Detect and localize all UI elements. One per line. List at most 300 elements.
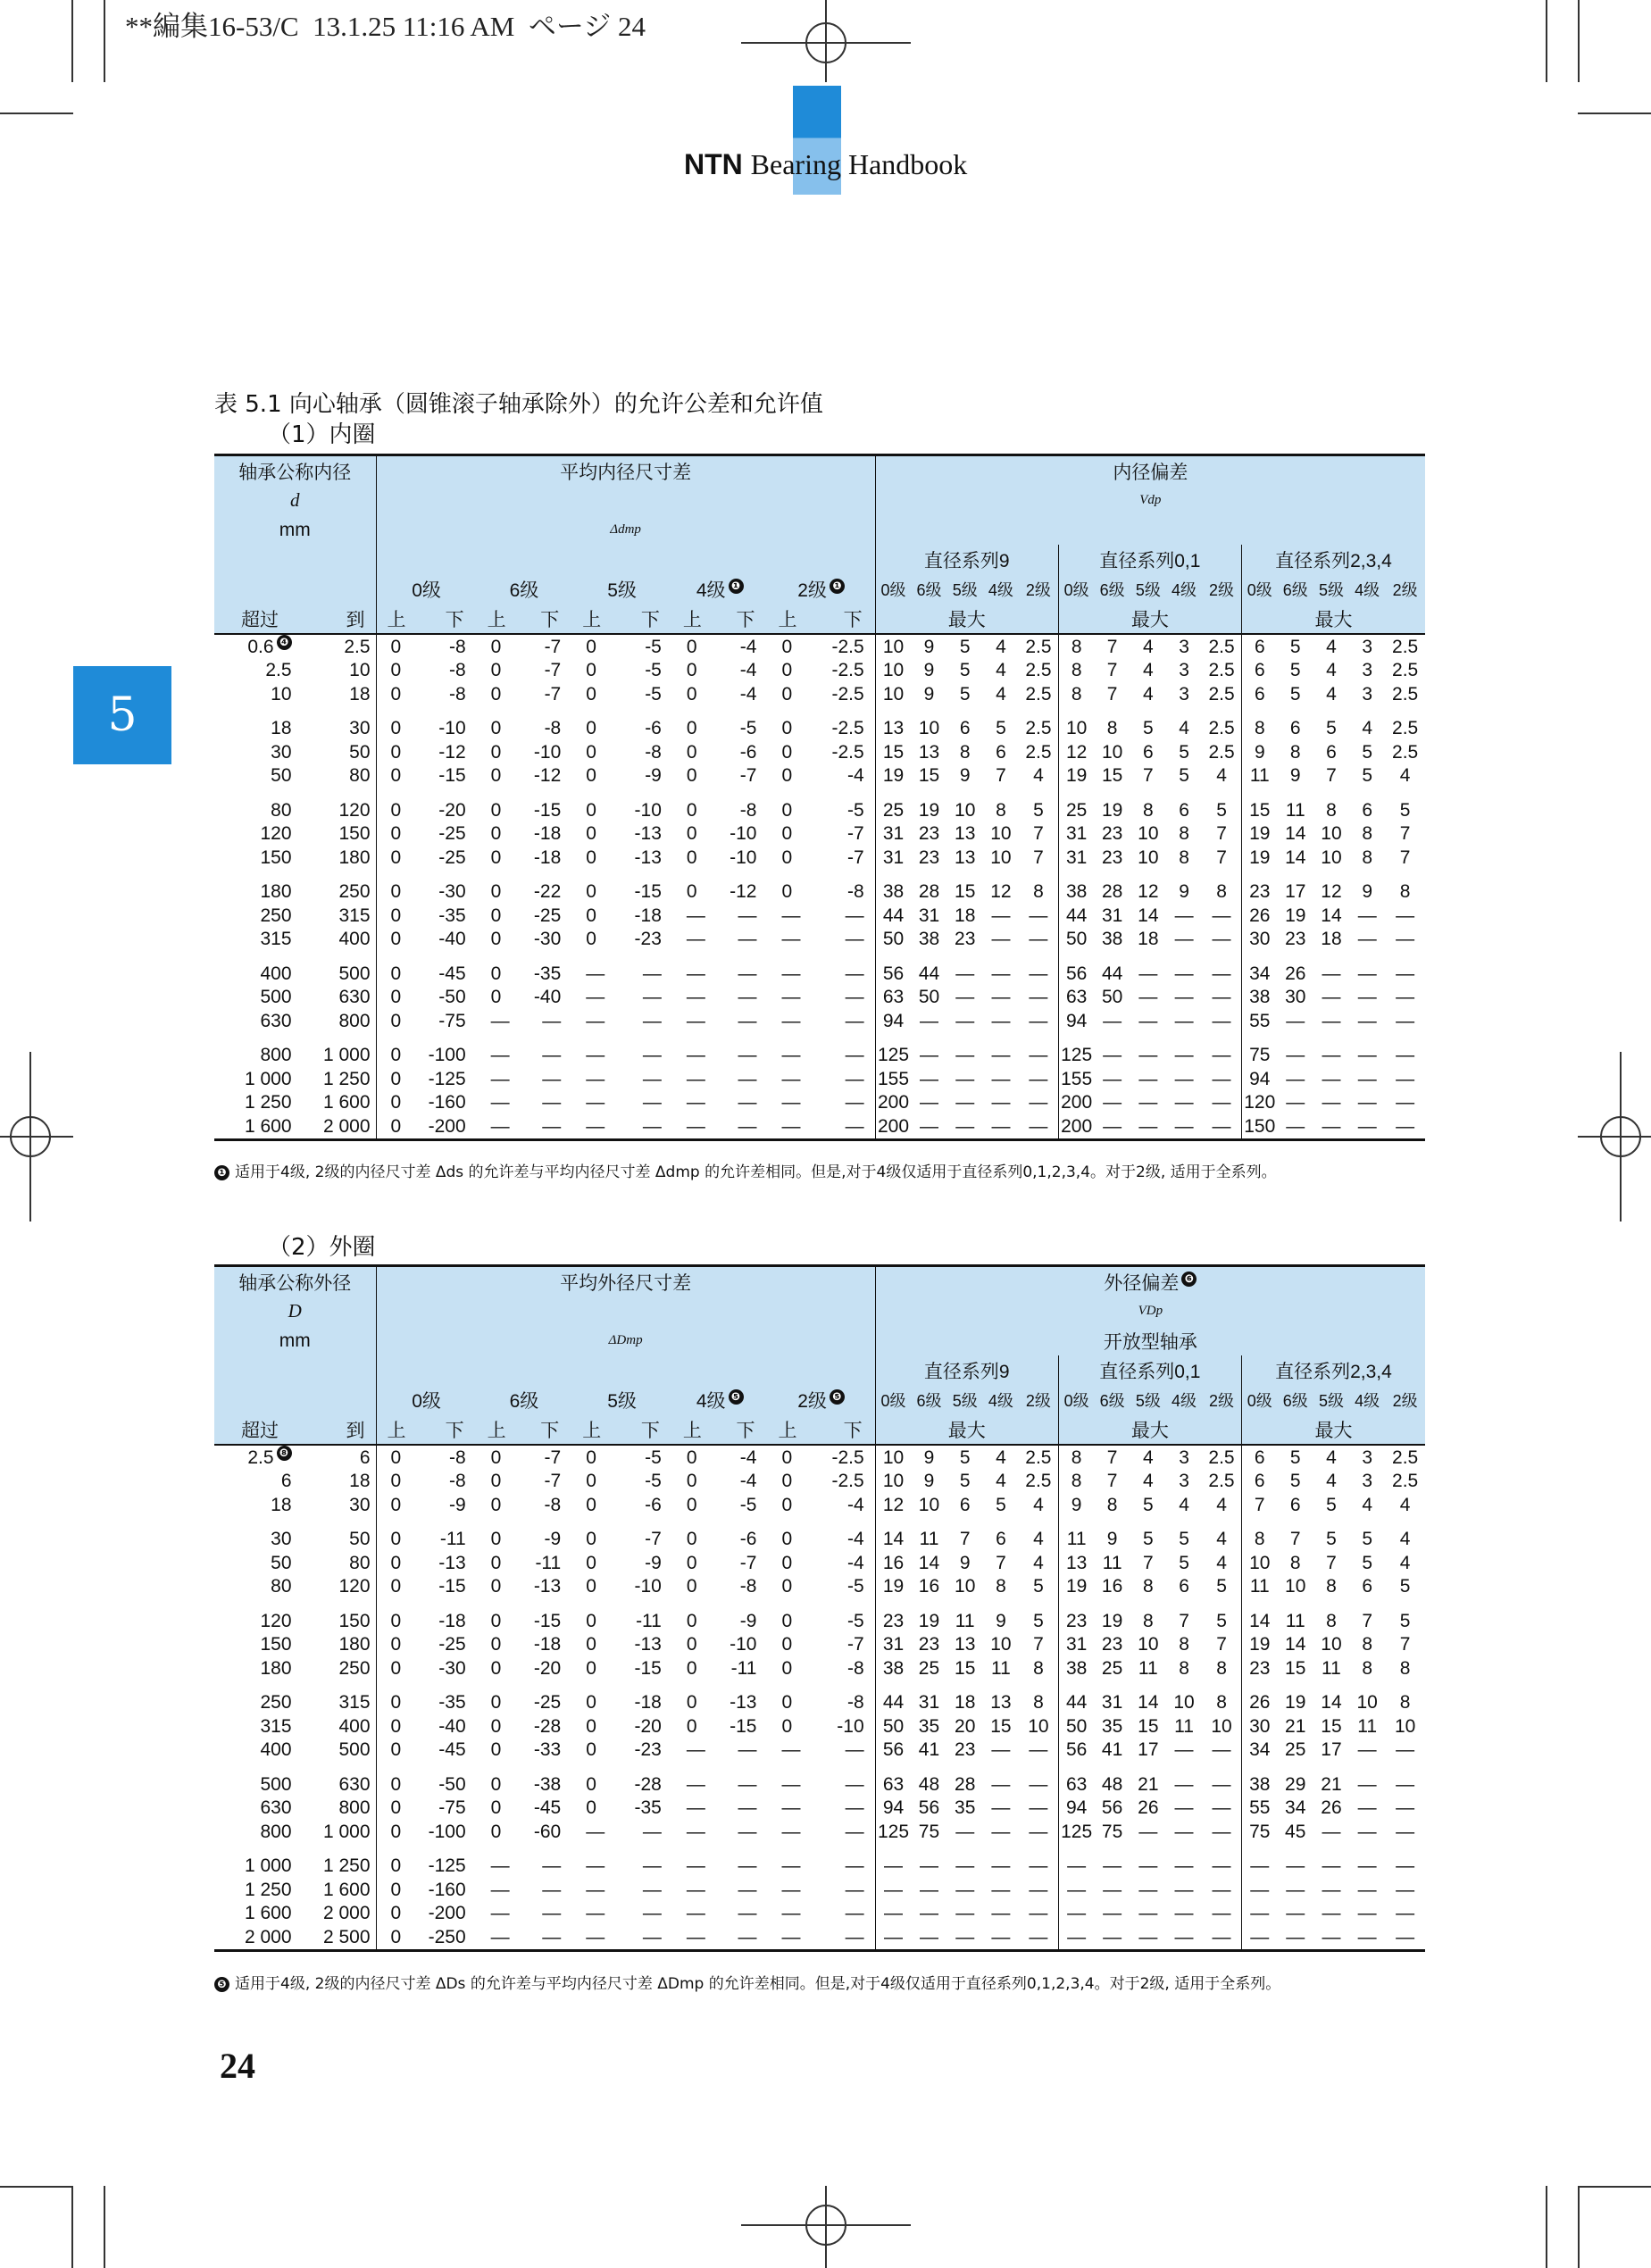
table-cell: — bbox=[642, 987, 662, 1008]
table-cell: 15 bbox=[875, 741, 911, 765]
table-cell: 8 bbox=[1058, 683, 1094, 707]
table-cell: — bbox=[1029, 1879, 1048, 1900]
table-cell: 94 bbox=[1058, 1010, 1094, 1034]
table-cell: -28 bbox=[634, 1773, 662, 1795]
table-cell: — bbox=[1396, 1797, 1415, 1819]
table-cell: — bbox=[586, 1045, 605, 1066]
table-cell: — bbox=[1396, 1739, 1415, 1761]
table-row bbox=[214, 928, 1425, 952]
table-row bbox=[214, 1691, 1425, 1715]
table-cell: 14 bbox=[1285, 1634, 1306, 1655]
table-cell: — bbox=[1385, 1926, 1425, 1951]
over-value: 500 bbox=[260, 1773, 292, 1795]
crop-mark bbox=[1546, 2186, 1547, 2268]
table-cell: 30 bbox=[1241, 928, 1277, 952]
table-cell: 7 bbox=[1106, 1447, 1118, 1468]
table-cell: 0 bbox=[781, 765, 793, 787]
table-cell: — bbox=[738, 1068, 757, 1089]
incl-value: 150 bbox=[297, 822, 377, 846]
print-header: **編集16-53/C 13.1.25 11:16 AM ページ 24 bbox=[125, 11, 646, 42]
table-cell: 0 bbox=[490, 1610, 502, 1631]
table-cell: -8 bbox=[846, 881, 864, 903]
table-cell: — bbox=[875, 1879, 911, 1903]
variation-grade-label: 2级 bbox=[1019, 1385, 1058, 1414]
nominal-unit: mm bbox=[214, 1326, 376, 1355]
table-cell: 8 bbox=[1399, 1657, 1411, 1679]
table-cell: — bbox=[991, 987, 1011, 1008]
table-cell: 0 bbox=[686, 1657, 697, 1679]
table-cell: 11 bbox=[1174, 1715, 1194, 1737]
crop-mark bbox=[0, 2186, 73, 2188]
table-cell: -11 bbox=[535, 1552, 562, 1573]
table-cell: — bbox=[781, 1773, 801, 1795]
table-cell: — bbox=[875, 1902, 911, 1926]
table-cell: -75 bbox=[438, 1797, 466, 1819]
table-cell: 0 bbox=[490, 823, 502, 845]
table-cell: 8 bbox=[1241, 1528, 1277, 1552]
table-cell: -13 bbox=[634, 1634, 662, 1655]
table-cell: -2.5 bbox=[831, 683, 864, 705]
table-cell: — bbox=[1322, 1010, 1341, 1031]
inner-ring-table bbox=[214, 454, 1425, 1141]
table-cell: -40 bbox=[438, 929, 466, 950]
table-cell: — bbox=[955, 987, 975, 1008]
incl-label: 到 bbox=[297, 1414, 377, 1445]
over-value: 315 bbox=[260, 929, 292, 950]
grade-label: 2级 bbox=[797, 1390, 827, 1412]
table-cell: 9 bbox=[923, 660, 935, 681]
table-cell: 0 bbox=[390, 846, 402, 868]
table-cell: — bbox=[542, 1855, 562, 1877]
incl-value: 30 bbox=[297, 717, 377, 741]
table-cell: 13 bbox=[918, 741, 940, 763]
table-cell: 0 bbox=[390, 1092, 402, 1113]
table-cell: — bbox=[1103, 1879, 1122, 1900]
over-value: 1 250 bbox=[244, 1092, 292, 1113]
footnote-mark: ❺ bbox=[214, 1977, 229, 1992]
table-cell: 6 bbox=[1289, 1494, 1301, 1515]
table-cell: 0 bbox=[781, 1657, 793, 1679]
table-cell: — bbox=[955, 1092, 975, 1113]
table-cell: -40 bbox=[438, 1715, 466, 1737]
incl-value: 1 000 bbox=[297, 1821, 377, 1845]
over-value-cell bbox=[214, 634, 297, 659]
table-cell: 2.5 bbox=[1025, 636, 1052, 657]
table-cell: 9 bbox=[996, 1610, 1006, 1631]
table-cell: 8 bbox=[1058, 659, 1094, 683]
grade-header bbox=[571, 1385, 672, 1414]
table-cell: -30 bbox=[533, 929, 562, 950]
incl-value: 2 000 bbox=[297, 1902, 377, 1926]
grade-label: 5级 bbox=[607, 1390, 637, 1412]
table-row bbox=[214, 1068, 1425, 1092]
table-cell: -4 bbox=[739, 1447, 757, 1468]
table-cell: 5 bbox=[1216, 799, 1227, 821]
table-cell: 0 bbox=[781, 636, 793, 657]
table-cell: — bbox=[1029, 1739, 1048, 1761]
table-cell: — bbox=[845, 963, 864, 984]
table-cell: — bbox=[1212, 1773, 1231, 1795]
table-cell: 5 bbox=[1289, 683, 1301, 705]
table-cell: 15 bbox=[1321, 1715, 1342, 1737]
table-cell: 0 bbox=[390, 683, 402, 705]
table-cell: 9 bbox=[1289, 765, 1301, 787]
table-cell: 10 bbox=[990, 846, 1012, 868]
table-cell: 21 bbox=[1285, 1715, 1306, 1737]
table-cell: 4 bbox=[1143, 660, 1154, 681]
table-cell: 9 bbox=[1362, 881, 1373, 903]
over-value: 250 bbox=[260, 1692, 292, 1714]
lower-label: 下 bbox=[622, 1414, 672, 1445]
table-cell: 2.5 bbox=[1208, 1447, 1235, 1468]
table-cell: 44 bbox=[875, 905, 911, 929]
table-cell: -23 bbox=[634, 929, 662, 950]
table-cell: 4 bbox=[1326, 636, 1337, 657]
incl-value: 630 bbox=[297, 1773, 377, 1797]
incl-value: 30 bbox=[297, 1494, 377, 1518]
table-cell: — bbox=[1174, 1855, 1194, 1877]
incl-value: 315 bbox=[297, 905, 377, 929]
table-cell: 23 bbox=[875, 1610, 911, 1634]
table-cell: 7 bbox=[1179, 1610, 1189, 1631]
table-cell: 7 bbox=[1033, 846, 1044, 868]
table-cell: 0 bbox=[586, 683, 596, 705]
table-cell: 0 bbox=[390, 823, 402, 845]
grade-label: 6级 bbox=[509, 1390, 539, 1412]
table-cell: — bbox=[1322, 1855, 1341, 1877]
table-cell: 10 bbox=[1138, 1634, 1159, 1655]
table-cell: -45 bbox=[438, 963, 466, 984]
table-cell: 8 bbox=[996, 1576, 1006, 1597]
lower-label: 下 bbox=[426, 1414, 476, 1445]
table-cell: -15 bbox=[533, 799, 562, 821]
table-cell: — bbox=[571, 1115, 621, 1140]
table-cell: 23 bbox=[1101, 1634, 1123, 1655]
table-cell: -7 bbox=[544, 683, 562, 705]
grade-label: 6级 bbox=[509, 580, 539, 601]
table-row bbox=[214, 1797, 1425, 1821]
table-cell: 5 bbox=[1399, 1576, 1411, 1597]
table-cell: 5 bbox=[1326, 718, 1337, 739]
table-cell: — bbox=[686, 1739, 705, 1761]
table-cell: 0 bbox=[781, 1715, 793, 1737]
table-cell: — bbox=[1095, 1926, 1130, 1951]
over-value: 500 bbox=[260, 987, 292, 1008]
table-cell: 0 bbox=[490, 636, 502, 657]
table-cell: 35 bbox=[918, 1715, 940, 1737]
table-cell: -38 bbox=[533, 1773, 562, 1795]
incl-value: 250 bbox=[297, 880, 377, 905]
table-cell: 50 bbox=[918, 987, 940, 1008]
table-cell: — bbox=[586, 1821, 605, 1842]
table-cell: -45 bbox=[533, 1797, 562, 1819]
table-cell: — bbox=[991, 1797, 1011, 1819]
table-cell: 7 bbox=[1216, 823, 1227, 845]
table-cell: 16 bbox=[1101, 1576, 1123, 1597]
table-cell: 0 bbox=[390, 1610, 402, 1631]
table-cell: — bbox=[1212, 1010, 1231, 1031]
table-cell: 50 bbox=[1101, 987, 1123, 1008]
table-cell: 4 bbox=[1399, 1494, 1411, 1515]
table-cell: — bbox=[1396, 1821, 1415, 1842]
table-cell: 5 bbox=[1179, 741, 1189, 763]
table-cell: 31 bbox=[875, 1633, 911, 1657]
table-cell: — bbox=[1357, 1010, 1377, 1031]
table-cell: 12 bbox=[990, 881, 1012, 903]
table-cell: — bbox=[1174, 1045, 1194, 1066]
table-cell: 11 bbox=[1241, 1575, 1277, 1599]
over-value: 400 bbox=[260, 963, 292, 984]
nominal-symbol: d bbox=[214, 486, 376, 515]
table-cell: — bbox=[642, 963, 662, 984]
table-cell: 23 bbox=[1101, 823, 1123, 845]
table-cell: — bbox=[738, 1045, 757, 1066]
table-cell: 19 bbox=[1101, 799, 1123, 821]
table-cell: 5 bbox=[959, 636, 971, 657]
table-cell: — bbox=[672, 1115, 722, 1140]
table-cell: 0 bbox=[781, 881, 793, 903]
variation-grade-label: 0级 bbox=[1241, 574, 1277, 604]
table-cell: 4 bbox=[1326, 683, 1337, 705]
table-cell: — bbox=[1212, 1855, 1231, 1877]
crop-mark bbox=[1546, 0, 1547, 82]
table-cell: — bbox=[1385, 1115, 1425, 1140]
table-cell: 34 bbox=[1285, 1797, 1306, 1819]
table-cell: — bbox=[991, 1903, 1011, 1924]
table-cell: 75 bbox=[1241, 1821, 1277, 1845]
over-value: 120 bbox=[260, 823, 292, 845]
table-cell: 4 bbox=[1179, 1494, 1189, 1515]
table-cell: — bbox=[738, 1797, 757, 1819]
table-cell: 0 bbox=[390, 929, 402, 950]
table-cell: 7 bbox=[959, 1529, 971, 1550]
table-cell: 9 bbox=[923, 683, 935, 705]
upper-label: 上 bbox=[376, 1414, 426, 1445]
table-cell: 12 bbox=[875, 1494, 911, 1518]
table-cell: 63 bbox=[1058, 1773, 1094, 1797]
table-cell: 8 bbox=[1179, 823, 1189, 845]
table-cell: — bbox=[1357, 1821, 1377, 1842]
table-cell: 0 bbox=[586, 1447, 596, 1468]
table-cell: 28 bbox=[955, 1773, 976, 1795]
table-row bbox=[214, 1575, 1425, 1599]
table-cell: — bbox=[1058, 1879, 1094, 1903]
footnote-mark: ❶ bbox=[214, 1165, 229, 1180]
table-cell: — bbox=[1138, 1010, 1158, 1031]
table-cell: — bbox=[1029, 1773, 1048, 1795]
table-cell: — bbox=[991, 1879, 1011, 1900]
table-cell: — bbox=[586, 987, 605, 1008]
incl-value: 180 bbox=[297, 846, 377, 871]
table-cell: — bbox=[1029, 1010, 1048, 1031]
table-cell: 4 bbox=[1033, 1529, 1044, 1550]
table-cell: -250 bbox=[426, 1926, 476, 1951]
table-cell: 29 bbox=[1285, 1773, 1306, 1795]
table-cell: 19 bbox=[1241, 846, 1277, 871]
grade-label: 5级 bbox=[607, 580, 637, 601]
table-cell: -10 bbox=[533, 741, 562, 763]
outer-ring-subtitle: （2）外圈 bbox=[268, 1234, 376, 1261]
table-cell: — bbox=[991, 1092, 1011, 1113]
table-cell: 44 bbox=[1101, 963, 1123, 984]
table-cell: — bbox=[1241, 1926, 1277, 1951]
table-cell: — bbox=[686, 1092, 705, 1113]
table-cell: 6 bbox=[1241, 659, 1277, 683]
table-cell: 0 bbox=[490, 1692, 502, 1714]
table-cell: 0 bbox=[390, 1529, 402, 1550]
table-cell: 21 bbox=[1321, 1773, 1342, 1795]
table-cell: 7 bbox=[1326, 765, 1337, 787]
table-cell: 18 bbox=[955, 1692, 976, 1714]
table-cell: 7 bbox=[1033, 1634, 1044, 1655]
table-cell: -10 bbox=[634, 1576, 662, 1597]
table-cell: — bbox=[911, 1115, 946, 1140]
table-cell: 0 bbox=[686, 1529, 697, 1550]
table-cell: 7 bbox=[1033, 823, 1044, 845]
table-cell: 14 bbox=[1285, 846, 1306, 868]
over-value: 800 bbox=[260, 1045, 292, 1066]
table-cell: 8 bbox=[1179, 1634, 1189, 1655]
table-cell: — bbox=[955, 963, 975, 984]
table-cell: 0 bbox=[490, 1657, 502, 1679]
table-cell: 0 bbox=[490, 660, 502, 681]
table-cell: 25 bbox=[1285, 1739, 1306, 1761]
over-value: 315 bbox=[260, 1715, 292, 1737]
table-cell: -200 bbox=[426, 1115, 476, 1140]
table-cell: 2.5 bbox=[1392, 636, 1419, 657]
table-cell: 10 bbox=[990, 823, 1012, 845]
table-cell: -10 bbox=[730, 1634, 757, 1655]
table-cell: — bbox=[1322, 1821, 1341, 1842]
table-cell: — bbox=[1058, 1926, 1094, 1951]
upper-label: 上 bbox=[767, 604, 817, 634]
incl-value: 630 bbox=[297, 986, 377, 1010]
table-cell: — bbox=[686, 1068, 705, 1089]
table-cell: 16 bbox=[918, 1576, 940, 1597]
table-cell: -18 bbox=[634, 1692, 662, 1714]
group-spacer bbox=[214, 870, 1425, 880]
table-cell: -10 bbox=[730, 823, 757, 845]
table-cell: 150 bbox=[1241, 1115, 1277, 1140]
table-cell: 23 bbox=[918, 1634, 940, 1655]
table-cell: -5 bbox=[739, 1494, 757, 1515]
variation-grade-label: 4级 bbox=[1349, 1385, 1385, 1414]
table-cell: 9 bbox=[923, 636, 935, 657]
table-cell: 35 bbox=[1101, 1715, 1123, 1737]
table-cell: — bbox=[686, 1821, 705, 1842]
table-cell: — bbox=[955, 1068, 975, 1089]
table-cell: 8 bbox=[1326, 799, 1337, 821]
table-cell: 5 bbox=[1289, 660, 1301, 681]
table-cell: — bbox=[818, 1926, 875, 1951]
mean-deviation-header: 平均外径尺寸差 bbox=[376, 1266, 875, 1297]
group-spacer bbox=[214, 1033, 1425, 1044]
table-cell: — bbox=[1322, 1879, 1341, 1900]
table-cell: 19 bbox=[875, 764, 911, 788]
table-cell: — bbox=[781, 1010, 801, 1031]
table-cell: 0 bbox=[781, 1529, 793, 1550]
table-cell: 5 bbox=[996, 1494, 1006, 1515]
table-cell: — bbox=[1174, 905, 1194, 926]
table-cell: 4 bbox=[1326, 1471, 1337, 1492]
table-cell: -4 bbox=[846, 1552, 864, 1573]
incl-value: 2.5 bbox=[297, 634, 377, 659]
table-cell: 4 bbox=[996, 660, 1006, 681]
table-cell: 0 bbox=[586, 1576, 596, 1597]
table-cell: 4 bbox=[1143, 683, 1154, 705]
crop-mark bbox=[0, 113, 73, 114]
table-cell: — bbox=[642, 1855, 662, 1877]
table-cell: — bbox=[781, 987, 801, 1008]
table-cell: -10 bbox=[730, 846, 757, 868]
table-cell: 55 bbox=[1241, 1010, 1277, 1034]
over-value: 630 bbox=[260, 1797, 292, 1819]
table-cell: 0 bbox=[686, 660, 697, 681]
table-cell: 44 bbox=[875, 1691, 911, 1715]
table-cell: 0 bbox=[781, 823, 793, 845]
table-cell: 0 bbox=[686, 1692, 697, 1714]
table-cell: 0 bbox=[781, 741, 793, 763]
table-cell: — bbox=[1396, 1092, 1415, 1113]
table-cell: — bbox=[1212, 1068, 1231, 1089]
table-cell: 0 bbox=[586, 1610, 596, 1631]
table-cell: 5 bbox=[1142, 1529, 1154, 1550]
table-cell: 23 bbox=[955, 929, 976, 950]
table-cell: 0 bbox=[490, 683, 502, 705]
incl-value: 2 500 bbox=[297, 1926, 377, 1951]
table-cell: 0 bbox=[490, 1634, 502, 1655]
incl-value: 315 bbox=[297, 1691, 377, 1715]
variation-grade-label: 4级 bbox=[1166, 574, 1202, 604]
table-cell: 0 bbox=[390, 636, 402, 657]
table-cell: 125 bbox=[875, 1821, 911, 1845]
table-cell: -7 bbox=[544, 636, 562, 657]
table-cell: 7 bbox=[1106, 636, 1118, 657]
table-cell: — bbox=[686, 929, 705, 950]
table-cell: — bbox=[1130, 1115, 1166, 1140]
running-header bbox=[684, 148, 967, 181]
table-cell: 50 bbox=[875, 1715, 911, 1739]
table-cell: — bbox=[1130, 1926, 1166, 1951]
table-cell: — bbox=[542, 1092, 562, 1113]
table-cell: — bbox=[686, 1045, 705, 1066]
table-cell: 9 bbox=[923, 1471, 935, 1492]
table-cell: 8 bbox=[1326, 1576, 1337, 1597]
max-label: 最大 bbox=[1241, 1414, 1425, 1445]
incl-value: 10 bbox=[297, 659, 377, 683]
table-cell: 23 bbox=[1241, 1657, 1277, 1681]
table-cell: 7 bbox=[1241, 1494, 1277, 1518]
table-cell: 0 bbox=[390, 1552, 402, 1573]
incl-value: 800 bbox=[297, 1797, 377, 1821]
table-cell: -7 bbox=[846, 846, 864, 868]
table-cell: 5 bbox=[959, 1447, 971, 1468]
registration-mark-icon bbox=[0, 1052, 73, 1222]
table-cell: -33 bbox=[533, 1739, 562, 1761]
table-cell: 4 bbox=[1399, 1552, 1411, 1573]
table-cell: 8 bbox=[1399, 881, 1411, 903]
crop-mark bbox=[104, 2186, 105, 2268]
nominal-unit: mm bbox=[214, 515, 376, 545]
table-cell: — bbox=[738, 1855, 757, 1877]
table-cell: 0 bbox=[490, 1576, 502, 1597]
table-cell: — bbox=[920, 1010, 938, 1031]
table-cell: -2.5 bbox=[831, 718, 864, 739]
table-cell: -160 bbox=[428, 1879, 466, 1900]
table-cell: — bbox=[920, 1092, 938, 1113]
table-cell: -10 bbox=[634, 799, 662, 821]
table-cell: -8 bbox=[448, 636, 466, 657]
